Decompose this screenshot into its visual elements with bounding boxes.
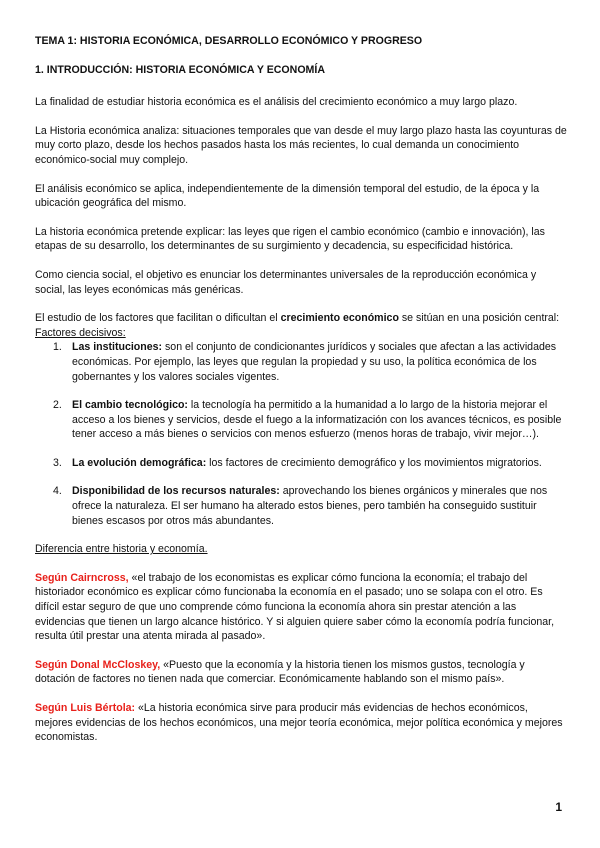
factor-term: El cambio tecnológico: (72, 399, 188, 412)
factor-term: Disponibilidad de los recursos naturales: (72, 485, 280, 498)
list-number: 4. (53, 485, 62, 498)
page-content (35, 34, 567, 745)
paragraph-ciencia-social: Como ciencia social, el objetivo es enunciar los determinantes universales de la reproducción económica y social, las leyes económicas más genéricas. (35, 268, 537, 296)
factor-text: son el conjunto de condicionantes jurídicos y sociales que afectan a las actividades económicas. Por ejemplo, las leyes que regulan la propiedad y su uso, la política económica de los gobernantes y los valores sociales vigentes. (72, 341, 557, 383)
quote-author: Según Donal McCloskey, (35, 658, 161, 671)
factor-term: La evolución demográfica: (72, 456, 207, 469)
paragraph-analisis: El análisis económico se aplica, independientemente de la dimensión temporal del estudio, de la época y la ubicación geográfica del mismo. (35, 182, 540, 210)
factors-intro-bold: crecimiento económico (280, 312, 399, 325)
list-item-factor-3 (35, 456, 567, 471)
factors-label: Factores decisivos: (35, 326, 126, 339)
paragraph-finalidad: La finalidad de estudiar historia económica es el análisis del crecimiento económico a muy largo plazo. (35, 96, 518, 109)
paragraph-pretende: La historia económica pretende explicar: las leyes que rigen el cambio económico (cambio e innovación), las etapas de su desarrollo, los determinantes de su surgimiento y decadencia, su especificidad histórica. (35, 225, 545, 253)
factor-text: la tecnología ha permitido a la humanidad a lo largo de la historia mejorar el acceso a los bienes y servicios, desde el fuego a la informatización con los avances técnicos, es posible tener acceso a más bienes o servicios con menos esfuerzo (menos horas de trabajo, vivir mejor…). (72, 399, 562, 441)
factor-text: los factores de crecimiento demográfico y los movimientos migratorios. (206, 456, 542, 469)
factor-text: aprovechando los bienes orgánicos y minerales que nos ofrece la naturaleza. El ser humano ha alterado estos bienes, pero también ha conseguido sustituir bienes escasos por otros más abundantes. (72, 485, 548, 527)
factors-intro-before: El estudio de los factores que facilitan o dificultan el (35, 312, 281, 325)
section-heading: 1. INTRODUCCIÓN: HISTORIA ECONÓMICA Y ECONOMÍA (35, 63, 325, 76)
quote-bertola (35, 701, 567, 745)
document-title: TEMA 1: HISTORIA ECONÓMICA, DESARROLLO ECONÓMICO Y PROGRESO (35, 35, 423, 47)
paragraph-factores-intro (35, 311, 567, 326)
list-item-factor-1 (35, 340, 567, 384)
difference-label: Diferencia entre historia y economía. (35, 543, 208, 556)
quote-text: «el trabajo de los economistas es explicar cómo funciona la economía; el trabajo del historiador económico es explicar cómo funcionaba la economía en el pasado; uno se solapa con el otro. Es difícil estar seguro de que uno comprende cómo funciona la economía ahora sin prestar atención a las evidencias que tienen un largo alcance histórico. Y si alguien quiere saber cómo la economía podría funcionar, resulta útil prestar una atenta mirada al pasado». (35, 571, 555, 643)
quote-text: «Puesto que la economía y la historia tienen los mismos gustos, tecnología y dotación de factores no tienen nada que comerciar. Económicamente hablando son el mismo país». (35, 658, 525, 686)
quote-text: «La historia económica sirve para producir más evidencias de hechos económicos, mejores evidencias de los hechos económicos, una mejor teoría económica, mejor política económica y mejores economistas. (35, 702, 563, 744)
list-item-factor-2 (35, 398, 567, 442)
paragraph-analiza: La Historia económica analiza: situaciones temporales que van desde el muy largo plazo hasta las coyunturas de muy corto plazo, desde los hechos pasados hasta los más recientes, lo cual demanda un conocimiento económico-social muy complejo. (35, 124, 567, 166)
quote-mccloskey (35, 658, 567, 687)
factor-term: Las instituciones: (72, 341, 163, 354)
page-number: 1 (555, 800, 562, 814)
factors-list (35, 340, 567, 528)
quote-cairncross (35, 571, 567, 644)
list-number: 3. (53, 456, 62, 469)
list-item-factor-4 (35, 484, 567, 528)
list-number: 2. (53, 399, 62, 412)
factors-intro-after: se sitúan en una posición central: (398, 312, 560, 325)
quote-author: Según Luis Bértola: (35, 702, 136, 714)
list-number: 1. (53, 341, 62, 354)
quote-author: Según Cairncross, (35, 571, 129, 584)
